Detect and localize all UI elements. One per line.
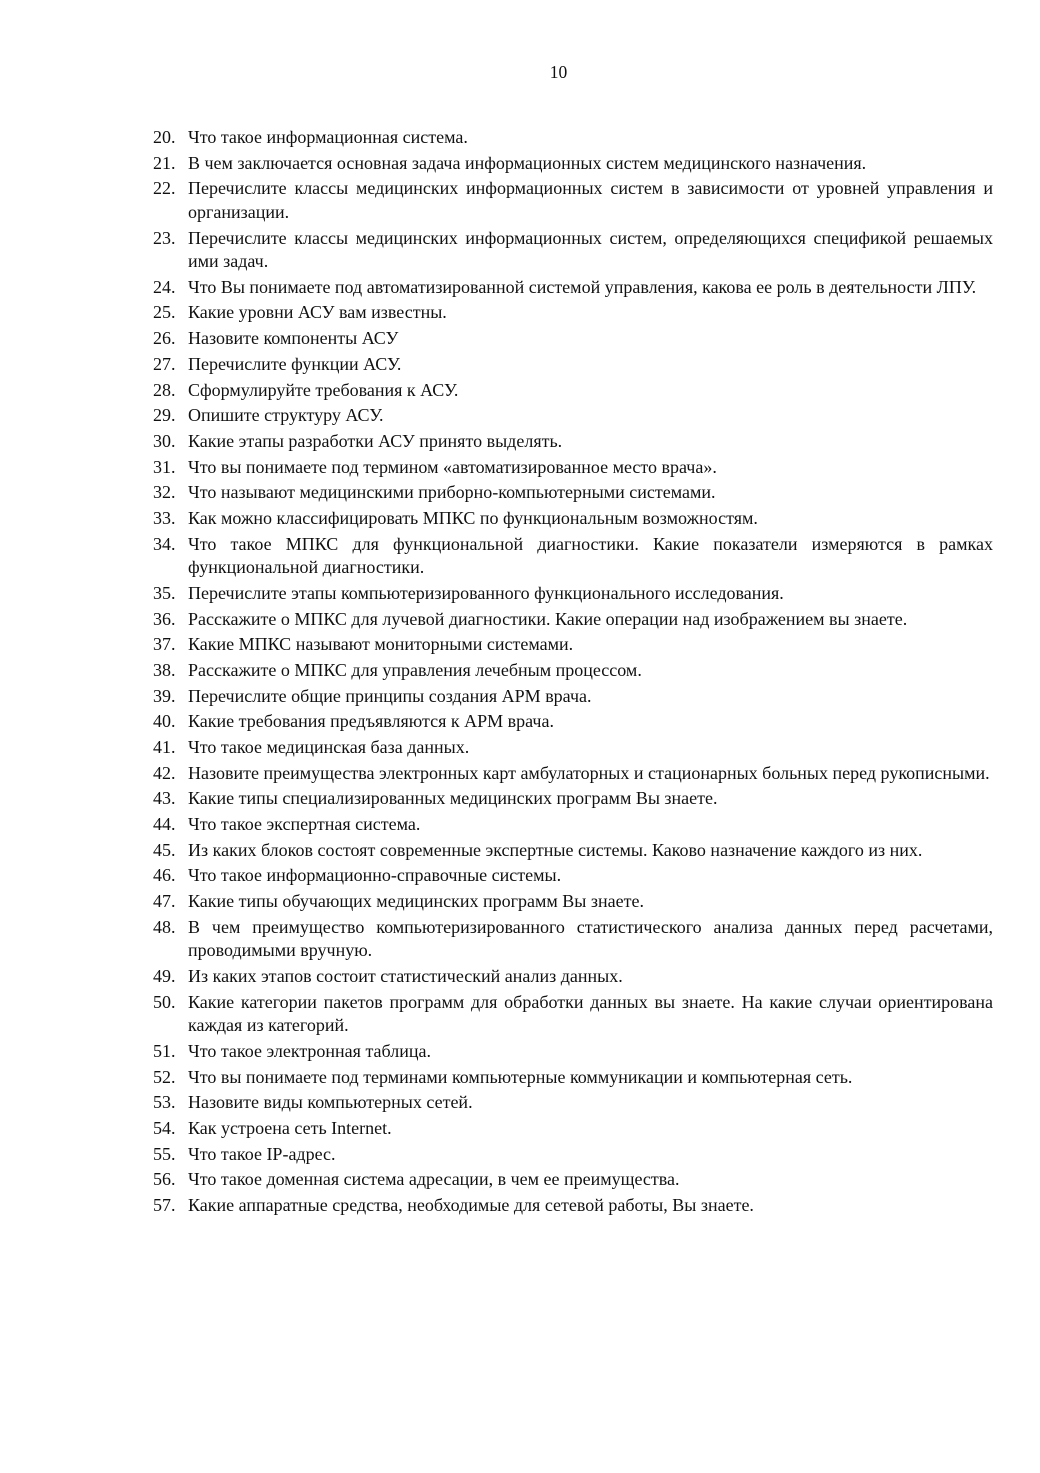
- question-text: Перечислите классы медицинских информационных систем, определяющихся спецификой решаемых ими задач.: [188, 227, 993, 272]
- question-item: [153, 1168, 993, 1192]
- question-number: 24.: [153, 276, 176, 297]
- question-text: Что такое IP-адрес.: [188, 1143, 336, 1164]
- question-number: 54.: [153, 1117, 176, 1138]
- question-number: 29.: [153, 405, 176, 426]
- question-text: Что такое доменная система адресации, в чем ее преимущества.: [188, 1169, 680, 1190]
- question-item: [153, 327, 993, 351]
- question-text: Перечислите этапы компьютеризированного функционального исследования.: [188, 582, 784, 603]
- question-text: В чем заключается основная задача информационных систем медицинского назначения.: [188, 152, 867, 173]
- question-item: [153, 710, 993, 734]
- question-number: 26.: [153, 328, 176, 349]
- question-number: 52.: [153, 1066, 176, 1087]
- question-text: Что такое МПКС для функциональной диагностики. Какие показатели измеряются в рамках функциональной диагностики.: [188, 533, 993, 578]
- question-text: Назовите преимущества электронных карт амбулаторных и стационарных больных перед рукописными.: [188, 762, 990, 783]
- question-text: Какие типы специализированных медицинских программ Вы знаете.: [188, 788, 718, 809]
- question-text: Что такое медицинская база данных.: [188, 736, 470, 757]
- question-number: 43.: [153, 788, 176, 809]
- question-number: 44.: [153, 814, 176, 834]
- question-number: 23.: [153, 227, 176, 248]
- question-text: Из каких блоков состоят современные экспертные системы. Каково назначение каждого из них.: [188, 839, 923, 860]
- question-number: 46.: [153, 865, 176, 886]
- question-text: Из каких этапов состоит статистический анализ данных.: [188, 965, 623, 986]
- question-text: Что такое информационно-справочные системы.: [188, 865, 562, 886]
- question-item: [153, 965, 993, 989]
- question-text: Какие типы обучающих медицинских программ Вы знаете.: [188, 891, 644, 912]
- question-number: 31.: [153, 456, 176, 477]
- question-text: Какие МПКС называют мониторными системами.: [188, 634, 574, 655]
- question-item: [153, 1143, 993, 1167]
- question-item: [153, 890, 993, 914]
- question-text: Что такое электронная таблица.: [188, 1040, 431, 1061]
- question-item: [153, 787, 993, 811]
- question-item: [153, 991, 993, 1038]
- question-text: Какие этапы разработки АСУ принято выделять.: [188, 430, 563, 451]
- question-item: [153, 404, 993, 428]
- question-item: [153, 507, 993, 531]
- question-number: 56.: [153, 1169, 176, 1190]
- question-item: [153, 353, 993, 377]
- question-item: [153, 481, 993, 505]
- question-number: 45.: [153, 839, 176, 860]
- question-item: [153, 152, 993, 176]
- question-number: 48.: [153, 916, 176, 937]
- question-number: 49.: [153, 965, 176, 986]
- question-text: Назовите виды компьютерных сетей.: [188, 1092, 473, 1113]
- question-text: Перечислите функции АСУ.: [188, 353, 402, 374]
- question-number: 53.: [153, 1092, 176, 1113]
- question-text: Что называют медицинскими приборно-компьютерными системами.: [188, 482, 716, 503]
- question-number: 20.: [153, 127, 176, 147]
- question-text: Опишите структуру АСУ.: [188, 405, 384, 426]
- question-text: Что Вы понимаете под автоматизированной системой управления, какова ее роль в деятельности ЛПУ.: [188, 276, 977, 297]
- question-item: [153, 1091, 993, 1115]
- question-item: [153, 430, 993, 454]
- question-text: Что вы понимаете под терминами компьютерные коммуникации и компьютерная сеть.: [188, 1066, 853, 1087]
- question-text: Какие уровни АСУ вам известны.: [188, 302, 447, 323]
- question-text: Расскажите о МПКС для управления лечебным процессом.: [188, 659, 642, 680]
- question-text: Что вы понимаете под термином «автоматизированное место врача».: [188, 456, 717, 477]
- question-list: [153, 126, 993, 1220]
- question-text: Назовите компоненты АСУ: [188, 328, 399, 349]
- question-text: Какие категории пакетов программ для обработки данных вы знаете. На какие случаи ориентирована каждая из категорий.: [188, 991, 993, 1036]
- question-text: Что такое информационная система.: [188, 127, 468, 147]
- question-item: [153, 608, 993, 632]
- question-item: [153, 301, 993, 325]
- page-number: 10: [549, 62, 568, 82]
- question-text: Расскажите о МПКС для лучевой диагностики. Какие операции над изображением вы знаете.: [188, 608, 908, 629]
- question-item: [153, 1194, 993, 1218]
- question-text: Перечислите общие принципы создания АРМ врача.: [188, 685, 592, 706]
- question-number: 34.: [153, 533, 176, 554]
- question-item: [153, 227, 993, 274]
- question-number: 57.: [153, 1194, 176, 1215]
- question-number: 32.: [153, 482, 176, 503]
- question-item: [153, 126, 993, 150]
- question-number: 37.: [153, 634, 176, 655]
- question-number: 22.: [153, 178, 176, 199]
- question-item: [153, 1117, 993, 1141]
- question-number: 27.: [153, 353, 176, 374]
- question-item: [153, 276, 993, 300]
- question-text: Как можно классифицировать МПКС по функциональным возможностям.: [188, 507, 758, 528]
- question-item: [153, 633, 993, 657]
- question-number: 33.: [153, 507, 176, 528]
- question-item: [153, 736, 993, 760]
- question-item: [153, 177, 993, 224]
- question-text: В чем преимущество компьютеризированного статистического анализа данных перед расчетами, проводимыми вручную.: [188, 916, 993, 961]
- question-number: 55.: [153, 1143, 176, 1164]
- question-item: [153, 839, 993, 863]
- question-item: [153, 813, 993, 837]
- question-number: 28.: [153, 379, 176, 400]
- question-item: [153, 379, 993, 403]
- question-number: 41.: [153, 736, 176, 757]
- question-number: 47.: [153, 891, 176, 912]
- question-item: [153, 762, 993, 786]
- question-number: 36.: [153, 608, 176, 629]
- question-number: 21.: [153, 152, 176, 173]
- question-text: Какие требования предъявляются к АРМ врача.: [188, 711, 554, 732]
- question-item: [153, 1066, 993, 1090]
- question-number: 42.: [153, 762, 176, 783]
- question-number: 35.: [153, 582, 176, 603]
- question-number: 51.: [153, 1040, 176, 1061]
- question-number: 50.: [153, 991, 176, 1012]
- question-number: 30.: [153, 430, 176, 451]
- question-item: [153, 456, 993, 480]
- question-number: 39.: [153, 685, 176, 706]
- question-item: [153, 864, 993, 888]
- question-text: Какие аппаратные средства, необходимые для сетевой работы, Вы знаете.: [188, 1194, 754, 1215]
- question-number: 40.: [153, 711, 176, 732]
- question-text: Что такое экспертная система.: [188, 814, 421, 834]
- question-text: Перечислите классы медицинских информационных систем в зависимости от уровней управления и организации.: [188, 178, 993, 222]
- question-text: Как устроена сеть Internet.: [188, 1117, 392, 1138]
- question-item: [153, 685, 993, 709]
- question-item: [153, 1040, 993, 1064]
- question-item: [153, 916, 993, 963]
- question-item: [153, 659, 993, 683]
- question-item: [153, 533, 993, 580]
- question-text: Сформулируйте требования к АСУ.: [188, 379, 459, 400]
- question-number: 25.: [153, 302, 176, 323]
- question-number: 38.: [153, 659, 176, 680]
- question-item: [153, 582, 993, 606]
